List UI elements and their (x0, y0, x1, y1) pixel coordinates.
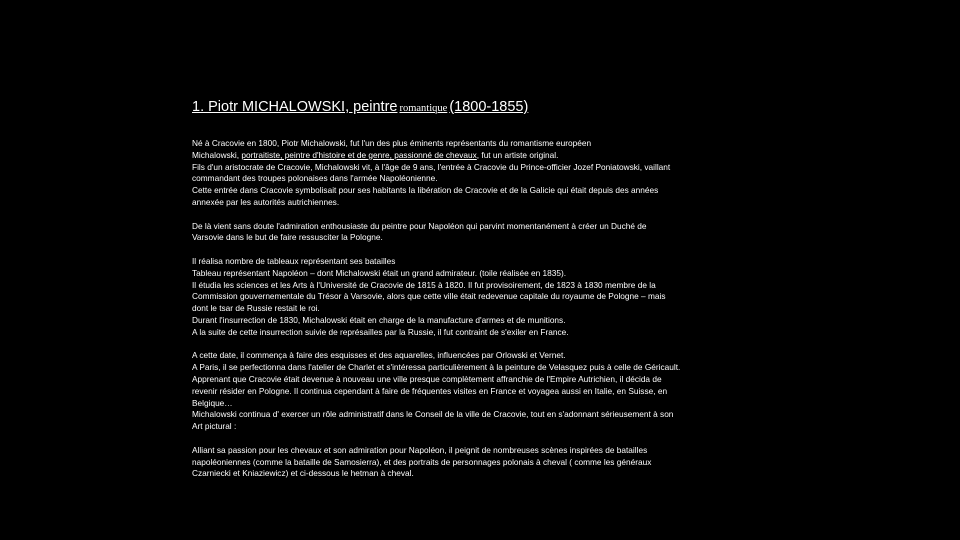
text-line (192, 315, 733, 327)
text-line (192, 256, 733, 268)
text-segment: Varsovie dans le but de faire ressusciter la Pologne. (192, 232, 383, 243)
paragraph (192, 445, 733, 480)
text-segment: De là vient sans doute l'admiration enthousiaste du peintre pour Napoléon qui parvint momentanément à créer un Duché de (192, 220, 647, 231)
text-segment: Fils d'un aristocrate de Cracovie, Michalowski vit, à l'âge de 9 ans, l'entrée à Cracovie du Prince-officier Jozef Poniatowski, vaillant (192, 161, 671, 172)
text-line (192, 138, 733, 150)
paragraph (192, 350, 733, 433)
text-segment: Apprenant que Cracovie était devenue à nouveau une ville presque complètement affranchie de l'Empire Autrichien, il décida de (192, 373, 662, 384)
text-segment: Il étudia les sciences et les Arts à l'Université de Cracovie de 1815 à 1820. Il fut provisoirement, de 1823 à 1830 membre de la (192, 279, 656, 290)
text-line (192, 303, 733, 315)
text-segment: Cette entrée dans Cracovie symbolisait pour ses habitants la libération de Cracovie et de la Galicie qui était depuis des années (192, 185, 659, 196)
body-text (192, 138, 733, 492)
paragraph (192, 138, 733, 209)
slide-title (192, 97, 752, 119)
text-line (192, 280, 733, 292)
text-line (192, 268, 733, 280)
text-line (192, 421, 733, 433)
text-line (192, 362, 733, 374)
text-segment: Tableau représentant Napoléon – dont Michalowski était un grand admirateur. (toile réalisée en 1835). (192, 267, 567, 278)
text-segment: Art pictural : (192, 421, 237, 432)
text-line (192, 445, 733, 457)
paragraph (192, 256, 733, 339)
text-line (192, 409, 733, 421)
text-segment: Né à Cracovie en 1800, Piotr Michalowski, fut l'un des plus éminents représentants du romantisme européen (192, 138, 592, 148)
text-segment: commandant des troupes polonaises dans l'armée Napoléonienne. (192, 173, 438, 184)
text-segment: Il réalisa nombre de tableaux représentant ses batailles (192, 255, 396, 266)
text-segment: A Paris, il se perfectionna dans l'atelier de Charlet et s'intéressa particulièrement à la peinture de Velasquez puis à celle de Géricault. (192, 362, 681, 373)
text-line (192, 197, 733, 209)
text-line (192, 232, 733, 244)
text-segment: annexée par les autorités autrichiennes. (192, 196, 340, 207)
title-main: 1. Piotr MICHALOWSKI, peintre (192, 99, 398, 115)
title-dates: (1800-1855) (449, 99, 529, 115)
text-line (192, 374, 733, 386)
paragraph (192, 221, 733, 245)
title-subtitle-word: romantique (399, 103, 448, 114)
text-segment: Michalowski continua d' exercer un rôle administratif dans le Conseil de la ville de Cracovie, tout en s'adonnant sérieusement à son (192, 409, 674, 420)
text-line (192, 162, 733, 174)
text-segment: Czarniecki et Kniaziewicz) et ci-dessous le hetman à cheval. (192, 468, 414, 479)
text-line (192, 185, 733, 197)
text-segment: Belgique… (192, 397, 233, 408)
text-segment: Commission gouvernementale du Trésor à Varsovie, alors que cette ville était redevenue capitale du royaume de Pologne – mais (192, 291, 666, 302)
text-line (192, 327, 733, 339)
text-segment: Durant l'insurrection de 1830, Michalowski était en charge de la manufacture d'armes et de munitions. (192, 314, 566, 325)
text-segment: , fut un artiste original. (476, 149, 559, 160)
text-segment: napoléoniennes (comme la bataille de Samosierra), et des portraits de personnages polonais à cheval ( comme les généraux (192, 456, 652, 467)
text-line (192, 150, 733, 162)
text-line (192, 398, 733, 410)
text-line (192, 221, 733, 233)
text-line (192, 386, 733, 398)
text-line (192, 457, 733, 469)
text-segment: revenir résider en Pologne. Il continua cependant à faire de fréquentes visites en France et voyagea aussi en Italie, en Suisse, en (192, 385, 668, 396)
text-line (192, 291, 733, 303)
text-segment: dont le tsar de Russie restait le roi. (192, 303, 320, 314)
underlined-text: portraitiste, peintre d'histoire et de genre, passionné de chevaux (241, 149, 477, 160)
text-segment: A la suite de cette insurrection suivie de représailles par la Russie, il fut contraint de s'exiler en France. (192, 326, 569, 337)
text-line (192, 350, 733, 362)
text-segment: Michalowski, (192, 149, 242, 160)
text-segment: A cette date, il commença à faire des esquisses et des aquarelles, influencées par Orlowski et Vernet. (192, 350, 566, 361)
text-line (192, 173, 733, 185)
text-segment: Alliant sa passion pour les chevaux et son admiration pour Napoléon, il peignit de nombreuses scènes inspirées de batailles (192, 444, 648, 455)
text-line (192, 468, 733, 480)
